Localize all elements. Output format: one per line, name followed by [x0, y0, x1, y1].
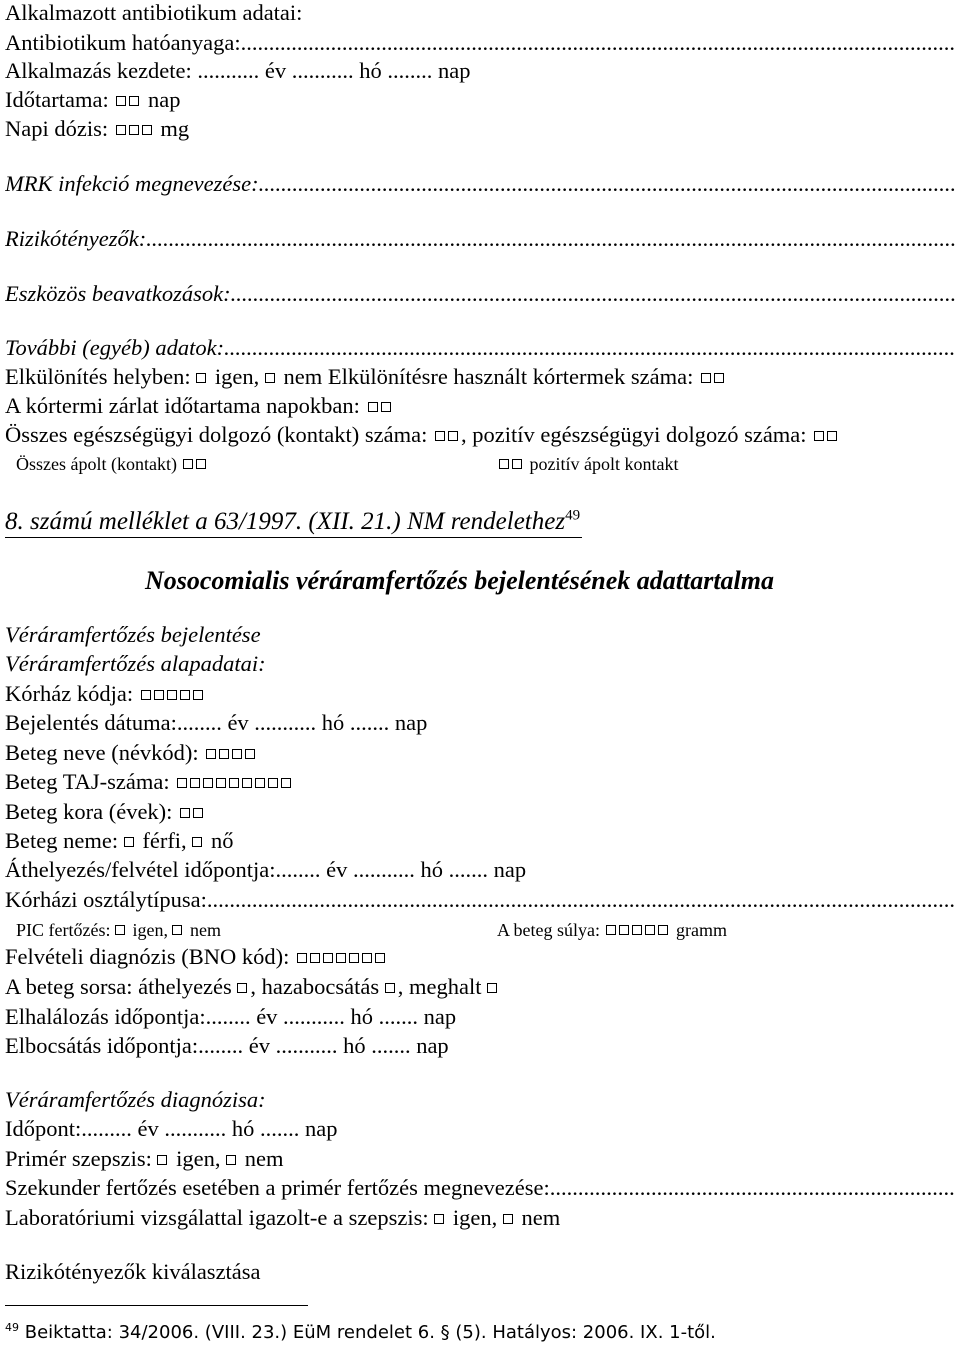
label-positive-patients: pozitív ápolt kontakt [529, 454, 679, 474]
label-primary-sepsis: Primér szepszis: [5, 1146, 152, 1171]
field-ward-type[interactable] [5, 887, 956, 913]
patients-boxes[interactable] [183, 451, 209, 477]
weight-boxes[interactable] [606, 917, 671, 943]
checkbox-primary-no[interactable] [226, 1155, 236, 1165]
page-title: Nosocomialis véráramfertőzés bejelentésének adattartalma [145, 566, 774, 595]
label-patient-name: Beteg neve (névkód): [5, 740, 199, 765]
field-discharge-date[interactable]: Elbocsátás időpontja:........ év ........... hó ....... nap [5, 1033, 449, 1058]
label-taj: Beteg TAJ-száma: [5, 769, 170, 794]
field-mrk-infection[interactable] [5, 171, 956, 197]
field-patient-name[interactable] [5, 740, 956, 766]
label-room-closure: A kórtermi zárlat időtartama napokban: [5, 393, 360, 418]
footnote-ref: 49 [565, 507, 581, 524]
duration-boxes[interactable] [116, 87, 142, 113]
age-boxes[interactable] [180, 799, 206, 825]
label-age: Beteg kora (évek): [5, 799, 173, 824]
field-room-closure[interactable] [5, 393, 956, 419]
field-duration[interactable] [5, 87, 956, 113]
label-primary-no: nem [244, 1146, 284, 1171]
field-death-date[interactable]: Elhalálozás időpontja:........ év ........... hó ....... nap [5, 1004, 457, 1029]
leader-dots [550, 1175, 956, 1201]
field-antibiotic-agent[interactable] [5, 30, 956, 56]
label-isolation: Elkülönítés helyben: [5, 364, 191, 389]
positive-workers-boxes[interactable] [814, 422, 840, 448]
label-yes: igen, [214, 364, 260, 389]
workers-boxes[interactable] [435, 422, 461, 448]
annex-heading [5, 507, 582, 538]
label-outcome-transfer: A beteg sorsa: áthelyezés [5, 974, 232, 999]
field-taj[interactable] [5, 769, 956, 795]
checkbox-transfer[interactable] [237, 983, 247, 993]
leader-dots [207, 887, 956, 913]
label-duration: Időtartama: [5, 87, 109, 112]
checkbox-female[interactable] [192, 837, 202, 847]
section-notification: Véráramfertőzés bejelentése [5, 622, 261, 647]
field-device-procedures[interactable] [5, 281, 956, 307]
label-weight: A beteg súlya: [497, 920, 600, 940]
label-start-date: Alkalmazás kezdete: ........... [5, 58, 260, 83]
label-other-data: További (egyéb) adatok: [5, 335, 225, 360]
label-pic-no: nem [189, 920, 221, 940]
label-hospital-code: Kórház kódja: [5, 681, 134, 706]
field-outcome[interactable] [5, 974, 956, 1000]
section-diagnosis: Véráramfertőzés diagnózisa: [5, 1087, 266, 1112]
leader-dots [259, 171, 956, 197]
field-lab-confirmed[interactable] [5, 1205, 956, 1231]
heading-antibiotic-data: Alkalmazott antibiotikum adatai: [5, 0, 303, 25]
leader-dots [241, 30, 956, 56]
name-code-boxes[interactable] [206, 740, 258, 766]
label-risk-factors: Rizikótényezők: [5, 226, 147, 251]
label-ward-type: Kórházi osztálytípusa: [5, 887, 207, 912]
field-daily-dose[interactable] [5, 116, 956, 142]
leader-dots [231, 281, 956, 307]
field-age[interactable] [5, 799, 956, 825]
field-positive-patients[interactable] [497, 451, 956, 477]
label-pic: PIC fertőzés: [16, 920, 111, 940]
dose-boxes[interactable] [116, 116, 155, 142]
label-total-workers: Összes egészségügyi dolgozó (kontakt) száma: [5, 422, 428, 447]
field-health-workers[interactable] [5, 422, 956, 448]
label-total-patients: Összes ápolt (kontakt) [16, 454, 177, 474]
label-positive-workers: , pozitív egészségügyi dolgozó száma: [461, 422, 807, 447]
footnote-number: 49 [5, 1321, 19, 1334]
field-diagnosis-date[interactable]: Időpont:......... év ........... hó ....... nap [5, 1116, 338, 1141]
label-sex: Beteg neme: [5, 828, 119, 853]
field-sex[interactable] [5, 828, 956, 854]
label-lab-yes: igen, [452, 1205, 498, 1230]
label-pic-yes: igen, [132, 920, 168, 940]
label-daily-dose: Napi dózis: [5, 116, 109, 141]
annex-text: 8. számú melléklet a 63/1997. (XII. 21.) NM rendelethez [5, 508, 566, 535]
field-weight[interactable] [497, 917, 956, 943]
weight-unit: gramm [675, 920, 727, 940]
checkbox-isolation-yes[interactable] [196, 373, 206, 383]
bno-boxes[interactable] [297, 944, 388, 970]
label-no-rooms: nem Elkülönítésre használt kórtermek száma: [283, 364, 694, 389]
footnote-text: Beiktatta: 34/2006. (VIII. 23.) EüM rendelet 6. § (5). Hatályos: 2006. IX. 1-től. [19, 1322, 716, 1343]
closure-boxes[interactable] [368, 393, 394, 419]
checkbox-isolation-no[interactable] [265, 373, 275, 383]
leader-dots [224, 335, 956, 361]
start-date-parts: év ........... hó ........ nap [259, 58, 471, 83]
section-risk-selection: Rizikótényezők kiválasztása [5, 1259, 261, 1284]
dose-unit: mg [160, 116, 190, 141]
duration-unit: nap [147, 87, 181, 112]
field-transfer-date[interactable]: Áthelyezés/felvétel időpontja:........ év ........... hó ....... nap [5, 857, 527, 882]
label-mrk-infection: MRK infekció megnevezése: [5, 171, 259, 196]
checkbox-lab-yes[interactable] [434, 1214, 444, 1224]
checkbox-primary-yes[interactable] [157, 1155, 167, 1165]
field-secondary-infection[interactable] [5, 1175, 956, 1201]
checkbox-lab-no[interactable] [503, 1214, 513, 1224]
rooms-boxes[interactable] [701, 364, 727, 390]
label-diagnosis: Felvételi diagnózis (BNO kód): [5, 944, 290, 969]
field-report-date[interactable]: Bejelentés dátuma:........ év ........... hó ....... nap [5, 710, 428, 735]
field-hospital-code[interactable] [5, 681, 956, 707]
label-lab-no: nem [521, 1205, 561, 1230]
label-died: , meghalt [397, 974, 482, 999]
checkbox-pic-yes[interactable] [115, 925, 125, 935]
field-admission-diagnosis[interactable] [5, 944, 956, 970]
leader-dots [146, 226, 956, 252]
label-male: férfi, [142, 828, 187, 853]
field-primary-sepsis[interactable] [5, 1146, 956, 1172]
taj-boxes[interactable] [177, 769, 294, 795]
checkbox-male[interactable] [124, 837, 134, 847]
checkbox-discharge[interactable] [385, 983, 395, 993]
footnote [5, 1321, 716, 1345]
checkbox-pic-no[interactable] [172, 925, 182, 935]
footnote-divider [5, 1305, 308, 1306]
field-isolation[interactable] [5, 364, 956, 390]
label-primary-yes: igen, [176, 1146, 221, 1171]
field-other-data[interactable] [5, 335, 956, 361]
section-basic-data: Véráramfertőzés alapadatai: [5, 651, 266, 676]
label-antibiotic-agent: Antibiotikum hatóanyaga: [5, 30, 241, 55]
checkbox-died[interactable] [487, 983, 497, 993]
label-lab: Laboratóriumi vizsgálattal igazolt-e a szepszis: [5, 1205, 429, 1230]
label-secondary: Szekunder fertőzés esetében a primér fertőzés megnevezése: [5, 1175, 550, 1200]
label-discharge: , hazabocsátás [250, 974, 380, 999]
field-start-date[interactable] [5, 58, 956, 84]
positive-patients-boxes[interactable] [499, 451, 525, 477]
label-female: nő [210, 828, 234, 853]
hospital-code-boxes[interactable] [141, 681, 206, 707]
field-risk-factors[interactable] [5, 226, 956, 252]
label-device-procedures: Eszközös beavatkozások: [5, 281, 231, 306]
